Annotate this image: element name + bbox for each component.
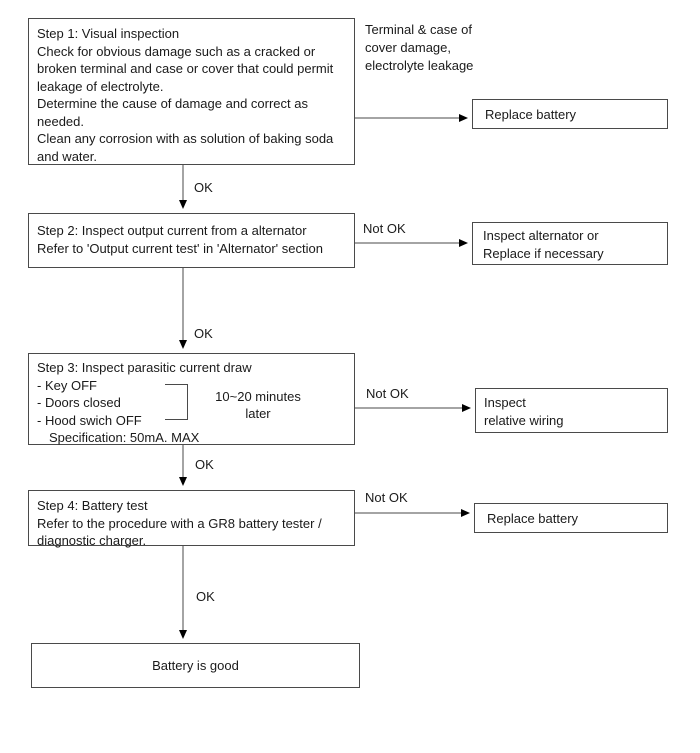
wiring-text-line: Inspect [484,395,526,410]
battery-good-label: Battery is good [152,658,239,673]
step1-text-line: leakage of electrolyte. [37,78,164,94]
step4-text-line: diagnostic charger. [37,533,147,548]
step2-text-line: Refer to 'Output current test' in 'Alternator' section [37,240,323,256]
step1-text-line: Clean any corrosion with as solution of baking soda [37,131,334,146]
step4-text-line: Refer to the procedure with a GR8 battery tester / [37,515,322,531]
terminal-case-damage-note [365,21,473,75]
step4-battery-test-box [28,490,355,546]
step1-visual-inspection-box [28,18,355,165]
note-line: Terminal & case of [365,22,472,37]
step4-text-line: Step 4: Battery test [37,498,148,513]
step3-item: - Key OFF [37,377,97,393]
grouping-bracket [165,384,188,420]
ok-label-3: OK [195,457,214,472]
step1-text-line: Step 1: Visual inspection [37,26,180,41]
inspect-relative-wiring-box [475,388,668,433]
step1-text-line: Determine the cause of damage and correct as [37,96,308,111]
replace-battery-box-2 [474,503,668,533]
ok-label-4: OK [196,589,215,604]
battery-is-good-box [31,643,360,688]
step3-item: - Doors closed [37,395,121,410]
replace-battery-box-1 [472,99,668,129]
replace-battery-label: Replace battery [487,510,579,526]
step2-text-line: Step 2: Inspect output current from a alternator [37,223,307,238]
minutes-later-note [206,388,310,422]
step3-title: Step 3: Inspect parasitic current draw [37,360,252,375]
not-ok-label-2: Not OK [366,386,409,401]
step2-output-current-box [28,213,355,268]
alternator-text-line: Inspect alternator or [483,228,599,243]
wiring-text-line: relative wiring [484,412,564,428]
ok-label-1: OK [194,180,213,195]
step1-text-line: and water. [37,148,97,164]
step3-item: - Hood swich OFF [37,412,142,428]
minutes-note-line: 10~20 minutes [215,389,301,404]
ok-label-2: OK [194,326,213,341]
step1-text-line: Check for obvious damage such as a cracked or [37,43,316,59]
step1-text-line: needed. [37,113,84,129]
alternator-text-line: Replace if necessary [483,245,604,261]
step1-text-line: broken terminal and case or cover that could permit [37,61,334,76]
note-line: electrolyte leakage [365,58,474,73]
not-ok-label-1: Not OK [363,221,406,236]
note-line: cover damage, [365,40,451,55]
replace-battery-label: Replace battery [485,106,577,122]
minutes-note-line: later [245,406,271,421]
step3-specification: Specification: 50mA. MAX [49,430,200,445]
inspect-alternator-box [472,222,668,265]
not-ok-label-3: Not OK [365,490,408,505]
